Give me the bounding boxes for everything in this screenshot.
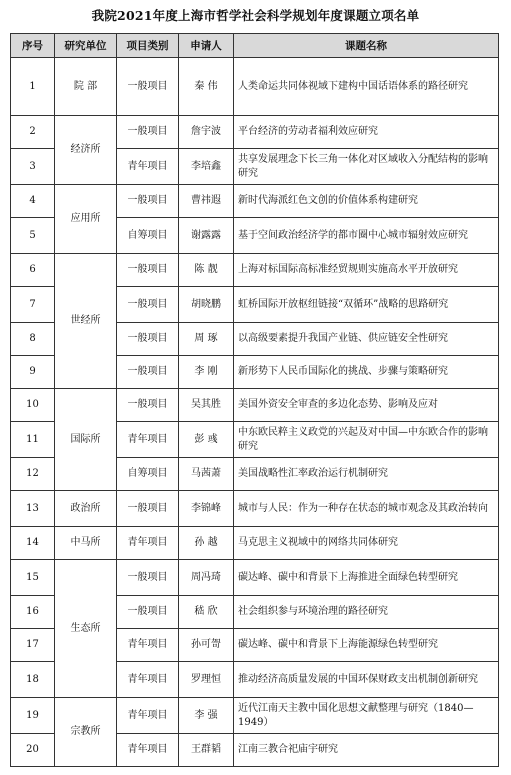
row-no: 9 xyxy=(11,356,55,389)
row-no: 13 xyxy=(11,491,55,527)
applicant: 曹祎遐 xyxy=(179,185,234,218)
applicant: 詹宇波 xyxy=(179,116,234,149)
applicant: 秦 伟 xyxy=(179,58,234,116)
row-no: 7 xyxy=(11,287,55,323)
applicant: 马茜萧 xyxy=(179,458,234,491)
row-no: 8 xyxy=(11,323,55,356)
topic: 碳达峰、碳中和背景下上海能源绿色转型研究 xyxy=(234,629,499,662)
row-no: 10 xyxy=(11,389,55,422)
applicant: 嵇 欣 xyxy=(179,596,234,629)
project-category: 一般项目 xyxy=(117,356,179,389)
project-category: 自筹项目 xyxy=(117,458,179,491)
header-unit: 研究单位 xyxy=(55,34,117,58)
table-row xyxy=(11,527,499,560)
header-category: 项目类别 xyxy=(117,34,179,58)
row-no: 19 xyxy=(11,698,55,734)
project-category: 一般项目 xyxy=(117,287,179,323)
topic: 城市与人民：作为一种存在状态的城市观念及其政治转向 xyxy=(234,491,499,527)
topic: 江南三教合祀庙宇研究 xyxy=(234,734,499,767)
applicant: 李培鑫 xyxy=(179,149,234,185)
topic: 基于空间政治经济学的都市圈中心城市辐射效应研究 xyxy=(234,218,499,254)
applicant: 李 强 xyxy=(179,698,234,734)
project-category: 一般项目 xyxy=(117,323,179,356)
topic: 虹桥国际开放枢纽链接“双循环”战略的思路研究 xyxy=(234,287,499,323)
row-no: 16 xyxy=(11,596,55,629)
table-row xyxy=(11,116,499,149)
table-row xyxy=(11,254,499,287)
table-header-row xyxy=(11,34,499,58)
project-category: 青年项目 xyxy=(117,698,179,734)
project-category: 青年项目 xyxy=(117,149,179,185)
page-title: 我院2021年度上海市哲学社会科学规划年度课题立项名单 xyxy=(91,8,420,23)
research-unit: 国际所 xyxy=(55,389,117,491)
topic: 马克思主义视域中的网络共同体研究 xyxy=(234,527,499,560)
research-unit: 经济所 xyxy=(55,116,117,185)
project-category: 青年项目 xyxy=(117,527,179,560)
topic: 新形势下人民币国际化的挑战、步骤与策略研究 xyxy=(234,356,499,389)
row-no: 3 xyxy=(11,149,55,185)
table-row xyxy=(11,58,499,116)
topic: 人类命运共同体视域下建构中国话语体系的路径研究 xyxy=(234,58,499,116)
research-unit: 世经所 xyxy=(55,254,117,389)
topic: 新时代海派红色文创的价值体系构建研究 xyxy=(234,185,499,218)
project-category: 自筹项目 xyxy=(117,218,179,254)
topic: 近代江南天主教中国化思想文献整理与研究（1840—1949） xyxy=(234,698,499,734)
project-category: 青年项目 xyxy=(117,422,179,458)
project-category: 青年项目 xyxy=(117,734,179,767)
applicant: 李 刚 xyxy=(179,356,234,389)
applicant: 胡晓鹏 xyxy=(179,287,234,323)
applicant: 李锦峰 xyxy=(179,491,234,527)
topic: 共享发展理念下长三角一体化对区域收入分配结构的影响研究 xyxy=(234,149,499,185)
table-row xyxy=(11,491,499,527)
topic: 以高级要素提升我国产业链、供应链安全性研究 xyxy=(234,323,499,356)
table-row xyxy=(11,698,499,734)
topic: 美国外资安全审查的多边化态势、影响及应对 xyxy=(234,389,499,422)
header-topic: 课题名称 xyxy=(234,34,499,58)
table-row xyxy=(11,560,499,596)
project-category: 青年项目 xyxy=(117,629,179,662)
applicant: 王群韬 xyxy=(179,734,234,767)
project-table xyxy=(10,33,499,767)
topic: 上海对标国际高标准经贸规则实施高水平开放研究 xyxy=(234,254,499,287)
applicant: 彭 彧 xyxy=(179,422,234,458)
row-no: 4 xyxy=(11,185,55,218)
topic: 中东欧民粹主义政党的兴起及对中国—中东欧合作的影响研究 xyxy=(234,422,499,458)
applicant: 陈 靓 xyxy=(179,254,234,287)
research-unit: 宗教所 xyxy=(55,698,117,767)
row-no: 20 xyxy=(11,734,55,767)
table-row xyxy=(11,389,499,422)
project-category: 一般项目 xyxy=(117,254,179,287)
row-no: 18 xyxy=(11,662,55,698)
topic: 社会组织参与环境治理的路径研究 xyxy=(234,596,499,629)
research-unit: 中马所 xyxy=(55,527,117,560)
topic: 平台经济的劳动者福利效应研究 xyxy=(234,116,499,149)
applicant: 孙可哿 xyxy=(179,629,234,662)
applicant: 谢露露 xyxy=(179,218,234,254)
project-category: 一般项目 xyxy=(117,596,179,629)
project-category: 一般项目 xyxy=(117,58,179,116)
applicant: 罗理恒 xyxy=(179,662,234,698)
project-category: 一般项目 xyxy=(117,185,179,218)
header-no: 序号 xyxy=(11,34,55,58)
applicant: 周冯琦 xyxy=(179,560,234,596)
topic: 碳达峰、碳中和背景下上海推进全面绿色转型研究 xyxy=(234,560,499,596)
table-row xyxy=(11,185,499,218)
header-applicant: 申请人 xyxy=(179,34,234,58)
row-no: 5 xyxy=(11,218,55,254)
row-no: 12 xyxy=(11,458,55,491)
research-unit: 生态所 xyxy=(55,560,117,698)
row-no: 11 xyxy=(11,422,55,458)
applicant: 周 琢 xyxy=(179,323,234,356)
applicant: 孙 越 xyxy=(179,527,234,560)
topic: 推动经济高质量发展的中国环保财政支出机制创新研究 xyxy=(234,662,499,698)
row-no: 1 xyxy=(11,58,55,116)
row-no: 14 xyxy=(11,527,55,560)
row-no: 6 xyxy=(11,254,55,287)
project-category: 一般项目 xyxy=(117,560,179,596)
applicant: 吴其胜 xyxy=(179,389,234,422)
row-no: 15 xyxy=(11,560,55,596)
row-no: 2 xyxy=(11,116,55,149)
project-category: 一般项目 xyxy=(117,389,179,422)
project-category: 一般项目 xyxy=(117,116,179,149)
research-unit: 政治所 xyxy=(55,491,117,527)
research-unit: 应用所 xyxy=(55,185,117,254)
row-no: 17 xyxy=(11,629,55,662)
project-category: 青年项目 xyxy=(117,662,179,698)
topic: 美国战略性汇率政治运行机制研究 xyxy=(234,458,499,491)
project-category: 一般项目 xyxy=(117,491,179,527)
research-unit: 院 部 xyxy=(55,58,117,116)
